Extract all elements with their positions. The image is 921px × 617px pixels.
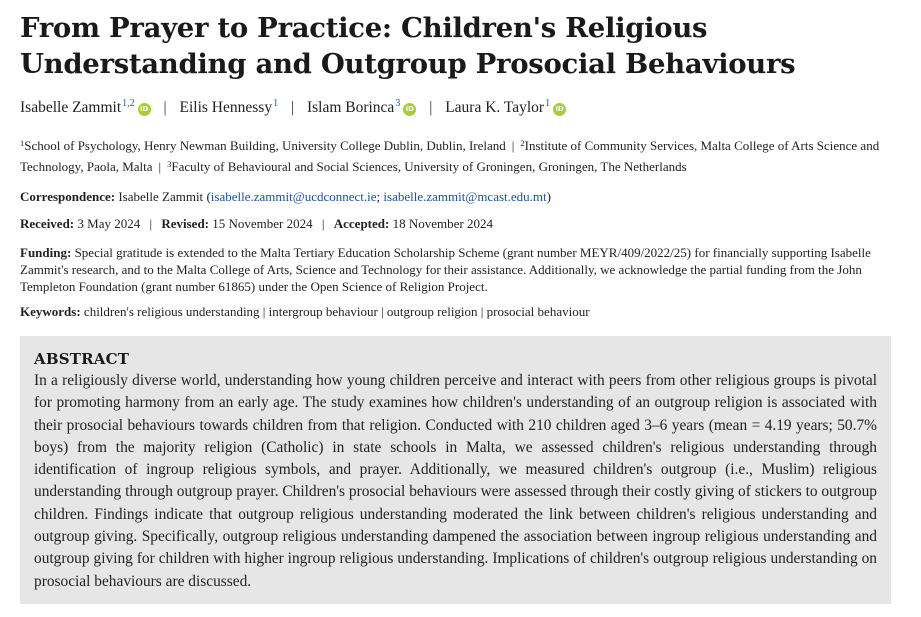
correspondence-email-link[interactable]: isabelle.zammit@mcast.edu.mt <box>383 189 547 204</box>
revised-date: 15 November 2024 <box>212 216 313 231</box>
keywords-label: Keywords: <box>20 304 81 319</box>
keywords-text: children's religious understanding | intergroup behaviour | outgroup religion | prosocial behaviour <box>83 304 590 319</box>
abstract-heading: ABSTRACT <box>34 350 130 368</box>
author-affiliation-mark[interactable]: 3 <box>395 98 401 109</box>
article-header <box>20 0 892 320</box>
keywords <box>20 304 892 320</box>
correspondence: Correspondence: Isabelle Zammit (isabelle.zammit@ucdconnect.ie; isabelle.zammit@mcast.edu.mt) <box>20 189 551 204</box>
orcid-icon[interactable]: iD <box>553 103 566 116</box>
accepted-date: 18 November 2024 <box>392 216 493 231</box>
author-list <box>20 94 892 118</box>
affiliation-text: Institute of Community Services, Malta College of Arts Science and Technology, Paola, Malta <box>20 138 880 174</box>
author-separator: | <box>290 99 295 116</box>
affiliation-separator: | <box>511 138 515 153</box>
funding-label: Funding: <box>20 245 72 260</box>
affiliation-number: 1 <box>20 138 25 148</box>
author-separator: | <box>429 99 433 116</box>
correspondence-email-link[interactable]: isabelle.zammit@ucdconnect.ie <box>210 189 377 204</box>
author-name[interactable]: Isabelle Zammit <box>20 99 122 116</box>
accepted-label: Accepted: <box>333 216 390 231</box>
affiliation-number: 3 <box>167 159 172 169</box>
affiliation-number: 2 <box>520 138 525 148</box>
author-affiliation-mark[interactable]: 1 <box>273 98 279 109</box>
correspondence-name: Isabelle Zammit <box>118 189 204 204</box>
affiliations <box>20 134 892 176</box>
revised-label: Revised: <box>161 216 210 231</box>
abstract-text: In a religiously diverse world, understanding how young children perceive and interact with peers from other religious groups is pivotal for promoting harmony from an early age. The study examines how children's understanding of an outgroup religion is associated with their prosocial behaviours towards children from that religion. Conducted with 210 children aged 3–6 years (mean = 4.19 years; 50.7% boys) from the majority religion (Catholic) in state schools in Malta, we assessed children's religious understanding through identification of ingroup religious symbols, and prayer. Additionally, we measured children's outgroup (i.e., Muslim) religious understanding through outgroup prayer. Children's prosocial behaviours were assessed through their costly giving of stickers to outgroup children. Findings indicate that outgroup religious understanding moderated the link between children's religious understanding and outgroup giving. Specifically, outgroup religious understanding dampened the association between ingroup religious understanding and outgroup giving for children with higher ingroup religious understanding. Implications of children's outgroup religious understanding on prosocial behaviours are discussed. <box>34 372 877 590</box>
author-name[interactable]: Eilis Hennessy <box>179 99 273 116</box>
article-dates <box>20 216 892 232</box>
affiliation-text: School of Psychology, Henry Newman Building, University College Dublin, Dublin, Ireland <box>24 138 506 153</box>
funding-text: Special gratitude is extended to the Malta Tertiary Education Scholarship Scheme (grant number MEYR/409/2022/25) for financially supporting Isabelle Zammit's research, and to the Malta College of Arts, Science and Technology for their assistance. Additionally, we acknowledge the partial funding from the John Templeton Foundation (grant number 61865) under the Open Science of Religion Project. <box>20 245 871 294</box>
received-date: 3 May 2024 <box>77 216 141 231</box>
author-name[interactable]: Laura K. Taylor <box>445 99 545 116</box>
affiliation-text: Faculty of Behavioural and Social Sciences, University of Groningen, Groningen, The Netherlands <box>171 159 687 174</box>
date-separator: | <box>149 216 153 231</box>
abstract-box <box>20 336 891 604</box>
author-separator: | <box>163 99 167 116</box>
article-title: From Prayer to Practice: Children's Religious Understanding and Outgroup Prosocial Behaviours <box>20 12 796 80</box>
author-affiliation-mark[interactable]: 1 <box>545 98 551 109</box>
orcid-icon[interactable]: iD <box>138 103 151 116</box>
funding <box>20 244 892 295</box>
received-label: Received: <box>20 216 75 231</box>
affiliation-separator: | <box>158 159 162 174</box>
author-name[interactable]: Islam Borinca <box>306 99 395 116</box>
date-separator: | <box>321 216 325 231</box>
author-affiliation-mark[interactable]: 1,2 <box>122 98 135 109</box>
orcid-icon[interactable]: iD <box>403 103 416 116</box>
correspondence-label: Correspondence: <box>20 189 116 204</box>
